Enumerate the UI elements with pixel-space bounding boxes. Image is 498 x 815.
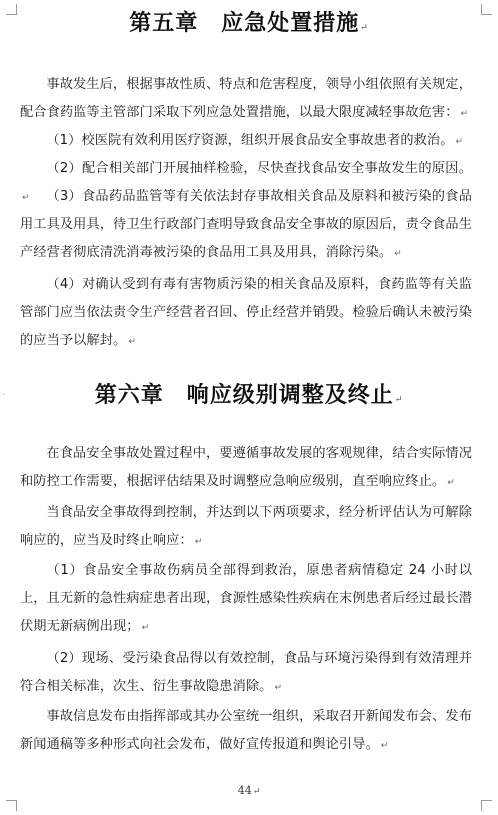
paragraph-mark-icon: ↵ — [128, 337, 136, 347]
paragraph-mark-icon: ↵ — [22, 193, 30, 203]
paragraph-text: （2）配合相关部门开展抽样检验，尽快查找食品安全事故发生的原因。 — [46, 161, 472, 176]
paragraph-text: （4）对确认受到有毒有害物质污染的相关食品及原料，食药监等有关监管部门应当依法责令生产经营者召回、停止经营并销毁。检验后确认未被污染的应当予以解封。 — [20, 277, 472, 348]
paragraph-mark-icon: ↵ — [455, 137, 464, 147]
chapter-six-title-text: 第六章 响应级别调整及终止 — [94, 382, 394, 408]
chapter-six-paragraph-3 — [20, 557, 472, 642]
chapter-six-paragraph-5 — [20, 703, 472, 760]
paragraph-text: 事故信息发布由指挥部或其办公室统一组织，采取召开新闻发布会、发布新闻通稿等多种形式向社会发布，做好宣传报道和舆论引导。 — [20, 709, 472, 752]
paragraph-text: 当食品安全事故得到控制，并达到以下两项要求，经分析评估认为可解除响应的，应当及时终止响应： — [20, 505, 472, 548]
paragraph-mark-icon: ↵ — [194, 537, 203, 547]
margin-corner-bottom-left — [6, 800, 17, 811]
paragraph-mark-icon: ↵ — [360, 23, 369, 33]
paragraph-mark-icon: ↵ — [394, 395, 404, 405]
page-number — [0, 784, 498, 797]
paragraph-text: （1）校医院有效利用医疗资源，组织开展食品安全事故患者的救治。 — [46, 133, 454, 148]
paragraph-mark-icon: ↵ — [141, 623, 150, 633]
chapter-five-paragraph-4 — [20, 183, 472, 268]
paragraph-text: （1）食品安全事故伤病员全部得到救治，原患者病情稳定 24 小时以上，且无新的急性病症患者出现，食源性感染性疾病在末例患者后经过最长潜伏期无新病例出现； — [20, 563, 472, 634]
paragraph-mark-icon: ↵ — [252, 787, 261, 797]
chapter-six-paragraph-1 — [20, 440, 472, 497]
chapter-six-paragraph-4 — [20, 645, 472, 702]
chapter-five-paragraph-5 — [20, 271, 472, 356]
chapter-five-title — [0, 6, 498, 37]
page-number-text: 44 — [237, 784, 252, 797]
paragraph-mark-icon: ↵ — [380, 741, 389, 751]
paragraph-mark-icon: ↵ — [394, 249, 402, 259]
chapter-five-paragraph-1 — [20, 71, 472, 128]
paragraph-text: 事故发生后，根据事故性质、特点和危害程度，领导小组依照有关规定，配合食药监等主管部门采取下列应急处置措施，以最大限度减轻事故危害： — [20, 77, 472, 120]
chapter-six-paragraph-2 — [20, 499, 472, 556]
chapter-five-paragraph-2 — [20, 127, 472, 156]
paragraph-text: （3）食品药品监管等有关依法封存事故相关食品及原料和被污染的食品用工具及用具，待卫生行政部门查明导致食品安全事故的原因后，责令食品生产经营者彻底清洗消毒被污染的食品用工具及用具，消除污染。 — [20, 189, 472, 260]
paragraph-text: （2）现场、受污染食品得以有效控制，食品与环境污染得到有效清理并符合相关标准，次生、衍生事故隐患消除。 — [20, 651, 472, 694]
paragraph-mark-icon: ↵ — [460, 109, 469, 119]
paragraph-text: 在食品安全事故处置过程中，要遵循事故发展的客观规律，结合实际情况和防控工作需要，根据评估结果及时调整应急响应级别，直至响应终止。 — [20, 446, 472, 489]
margin-corner-bottom-right — [481, 800, 492, 811]
chapter-five-title-text: 第五章 应急处置措施 — [129, 10, 360, 36]
paragraph-mark-icon: ↵ — [274, 683, 283, 693]
paragraph-mark-icon: ↵ — [447, 478, 455, 488]
left-margin-mark: · — [2, 390, 5, 400]
chapter-six-title — [0, 378, 498, 409]
